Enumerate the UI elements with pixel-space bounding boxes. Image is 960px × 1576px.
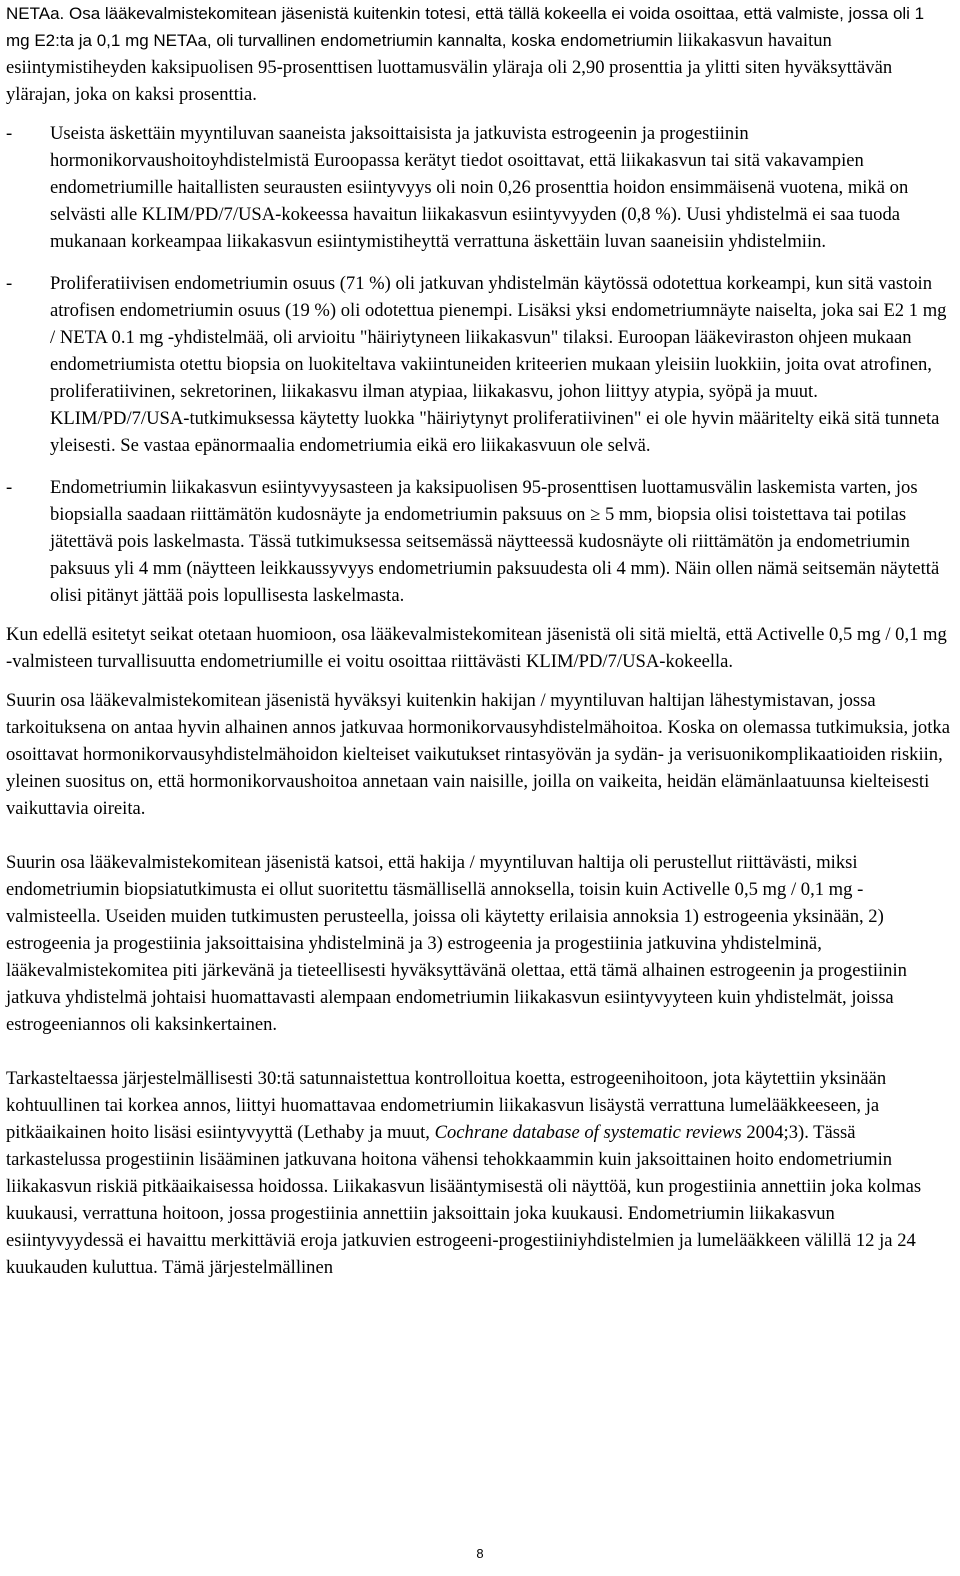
bullet-marker: - <box>6 273 13 294</box>
bullet-item-proliferative <box>6 270 952 459</box>
majority-paragraph-2: Suurin osa lääkevalmistekomitean jäsenistä katsoi, että hakija / myyntiluvan haltija oli perustellut riittävästi, miksi endometriumin biopsiatutkimusta ei ollut suoritettu täsmällisellä annoksella, toisin kuin Activelle 0,5 mg / 0,1 mg -valmisteella. Useiden muiden tutkimusten perusteella, joissa oli käytetty erilaisia annoksia 1) estrogeenia yksinään, 2) estrogeenia ja progestiinia jaksoittaisina yhdistelminä ja 3) estrogeenia ja progestiinia jatkuvina yhdistelminä, lääkevalmistekomitea piti järkevänä ja tieteellisesti hyväksyttävänä olettaa, että tämä alhainen estrogeenin ja progestiinin jatkuva yhdistelmä johtaisi huomattavasti alempaan endometriumin liikakasvun esiintyvyyteen kuin yhdistelmät, joissa estrogeeniannos oli kaksinkertainen. <box>6 852 907 1035</box>
bullet-marker: - <box>6 477 13 498</box>
bullet-text: Endometriumin liikakasvun esiintyvyysasteen ja kaksipuolisen 95-prosenttisen luottamusvälin laskemista varten, jos biopsialla saadaan riittämätön kudosnäyte ja endometriumin paksuus on ≥ 5 mm, biopsia olisi toistettava tai potilas jätettävä pois laskelmasta. Tässä tutkimuksessa seitsemässä näytteessä kudosnäyte oli riittämätön ja endometriumin paksuus yli 4 mm (näytteen leikkaussyvyys endometriumin paksuudesta oli 4 mm). Näin ollen nämä seitsemän näytettä olisi pitänyt jättää pois lopullisesta laskelmasta. <box>50 477 940 606</box>
intro-paragraph-serif-text: liikakasvun havaitun esiintymistiheyden kaksipuolisen 95-prosenttisen luottamusvälin yläraja oli 2,90 prosenttia ja ylitti siten hyväksyttävän ylärajan, joka on kaksi prosenttia. <box>6 30 893 105</box>
review-journal-title: Cochrane database of systematic reviews <box>434 1122 742 1143</box>
bullet-marker: - <box>6 123 13 144</box>
majority-paragraph-1: Suurin osa lääkevalmistekomitean jäsenistä hyväksyi kuitenkin hakijan / myyntiluvan haltijan lähestymistavan, jossa tarkoituksena on antaa hyvin alhainen annos jatkuvaa hormonikorvausyhdistelmähoitoa. Koska on olemassa tutkimuksia, jotka osoittavat hormonikorvausyhdistelmähoidon kielteiset vaikutukset rintasyövän ja sydän- ja verisuonikomplikaatioiden riskiin, yleinen suositus on, että hormonikorvaushoitoa annetaan vain naisille, joilla on vaikeita, heidän elämänlaatuunsa kielteisesti vaikuttavia oireita. <box>6 690 950 819</box>
page-number: 8 <box>476 1546 484 1561</box>
bullet-text: Useista äskettäin myyntiluvan saaneista jaksoittaisista ja jatkuvista estrogeenin ja progestiinin hormonikorvaushoitoyhdistelmistä Euroopassa kerätyt tiedot osoittavat, että liikakasvun tai sitä vakavampien endometriumille haitallisten seurausten esiintyvyys oli noin 0,26 prosenttia hoidon ensimmäisenä vuotena, mikä on selvästi alle KLIM/PD/7/USA-kokeessa havaitun liikakasvun esiintyvyyden (0,8 %). Uusi yhdistelmä ei saa tuoda mukanaan korkeampaa liikakasvun esiintymistiheyttä verrattuna äskettäin luvan saaneisiin yhdistelmiin. <box>50 123 909 252</box>
intro-paragraph <box>6 0 952 108</box>
review-text-b: 2004;3). Tässä tarkastelussa progestiinin lisääminen jatkuvana hoitona vähensi tehokkaammin kuin jaksoittainen hoito endometriumin liikakasvun riskiä pitkäaikaisessa hoidossa. Liikakasvun lisääntymisestä oli näyttöä, kun progestiinia annettiin joka kolmas kuukausi, verrattuna hoitoon, jossa progestiinia annettiin jaksoittain joka kuukausi. Endometriumin liikakasvun esiintyvyydessä ei havaittu merkittäviä eroja jatkuvien estrogeeni-progestiiniyhdistelmien ja lumelääkkeen välillä 12 ja 24 kuukauden kuluttua. Tämä järjestelmällinen <box>6 1122 922 1278</box>
bullet-item-biopsy <box>6 474 952 609</box>
intro-paragraph-sans-text: NETAa. Osa lääkevalmistekomitean jäsenistä kuitenkin totesi, että tällä kokeella ei voida osoittaa, että valmiste, jossa oli 1 mg E2:ta ja 0,1 mg NETAa, oli turvallinen endometriumin kannalta, koska endometriumin <box>6 4 925 50</box>
conclusion-paragraph: Kun edellä esitetyt seikat otetaan huomioon, osa lääkevalmistekomitean jäsenistä oli sitä mieltä, että Activelle 0,5 mg / 0,1 mg -valmisteen turvallisuutta endometriumille ei voitu osoittaa riittävästi KLIM/PD/7/USA-kokeella. <box>6 624 947 672</box>
review-text-a: Tarkasteltaessa järjestelmällisesti 30:tä satunnaistettua kontrolloitua koetta, estrogeenihoitoon, jota käytettiin yksinään kohtuullinen tai korkea annos, liittyi huomattavaa endometriumin liikakasvun lisäystä verrattuna lumelääkkeeseen, ja pitkäaikainen hoito lisäsi esiintyvyyttä (Lethaby ja muut, <box>6 1068 887 1143</box>
document-page <box>6 0 952 1281</box>
bullet-item-recent-combinations <box>6 120 952 255</box>
bullet-text: Proliferatiivisen endometriumin osuus (71 %) oli jatkuvan yhdistelmän käytössä odotettua korkeampi, kun sitä vastoin atrofisen endometriumin osuus (19 %) oli odotettua pienempi. Lisäksi yksi endometriumnäyte naiselta, joka sai E2 1 mg / NETA 0.1 mg -yhdistelmää, oli arvioitu "häiriytyneen liikakasvun" tilaksi. Euroopan lääkeviraston ohjeen mukaan endometriumista otettu biopsia on luokiteltava vakiintuneiden kriteerien mukaan yleisiin luokkiin, joita ovat atrofinen, proliferatiivinen, sekretorinen, liikakasvu ilman atypiaa, liikakasvu, johon liittyy atypia, syöpä ja muut. KLIM/PD/7/USA-tutkimuksessa käytetty luokka "häiriytynyt proliferatiivinen" ei ole hyvin määritelty eikä sitä tunneta yleisesti. Se vastaa epänormaalia endometriumia eikä ero liikakasvuun ole selvä. <box>50 273 947 456</box>
systematic-review-paragraph <box>6 1065 952 1281</box>
